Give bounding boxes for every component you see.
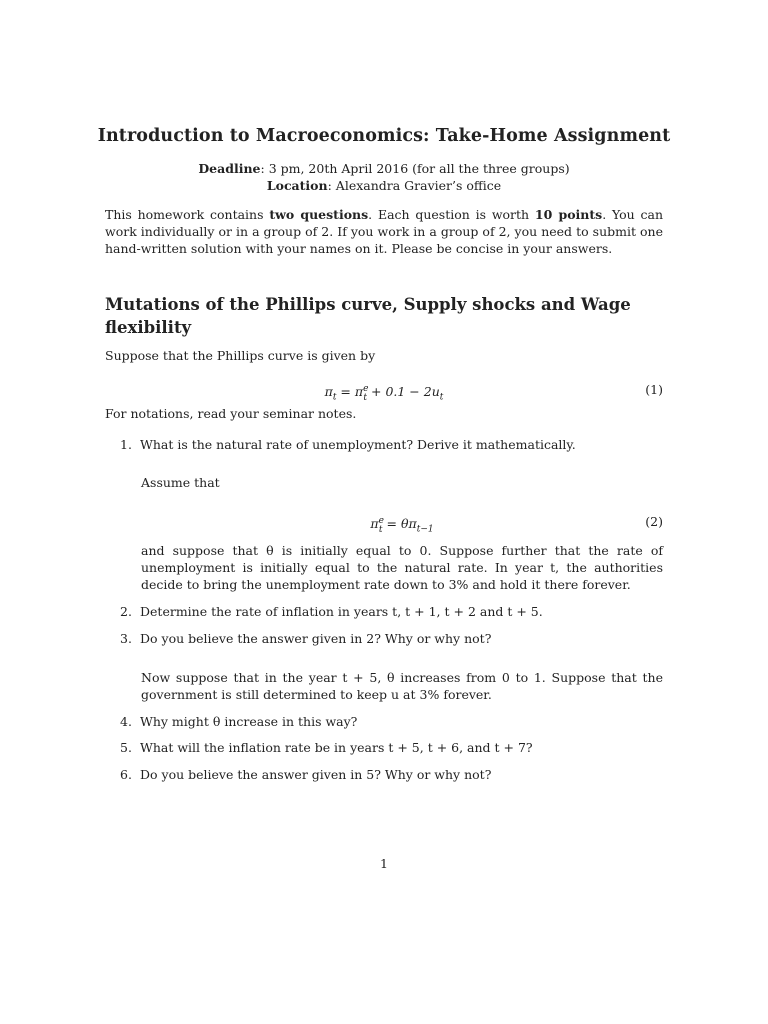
question-text: Determine the rate of inflation in years t, t + 1, t + 2 and t + 5.: [140, 604, 543, 619]
intro-paragraph: [105, 206, 663, 257]
notation-note: For notations, read your seminar notes.: [105, 406, 357, 421]
assume-text: Assume that: [141, 475, 220, 490]
location-value: : Alexandra Gravier’s office: [327, 178, 502, 193]
question-number: 4.: [120, 714, 132, 729]
question-number: 6.: [120, 767, 132, 782]
intro-bold-1: two questions: [269, 207, 369, 222]
question-text: What will the inflation rate be in years t + 5, t + 6, and t + 7?: [140, 740, 533, 755]
question-1: [120, 436, 663, 453]
deadline-label: Deadline: [198, 161, 261, 176]
question-number: 2.: [120, 604, 132, 619]
question-4: [120, 713, 663, 730]
intro-text-2: . Each question is worth: [368, 207, 535, 222]
question-5: [120, 739, 663, 756]
equation-1-formula: $\pi_t = \pi^e_t + 0.1 - 2u_t$: [324, 384, 444, 403]
equation-2-formula: $\pi^e_t = \theta\pi_{t-1}$: [370, 516, 434, 535]
question-6: [120, 766, 663, 783]
question-text: Why might θ increase in this way?: [140, 714, 358, 729]
theta-increase-paragraph: Now suppose that in the year t + 5, θ increases from 0 to 1. Suppose that the government is still determined to keep u at 3% forever.: [141, 670, 663, 702]
question-text: What is the natural rate of unemployment? Derive it mathematically.: [140, 437, 576, 452]
equation-2-number: (2): [645, 514, 663, 529]
deadline-value: : 3 pm, 20th April 2016 (for all the three groups): [260, 161, 570, 176]
intro-bold-2: 10 points: [534, 207, 603, 222]
location-label: Location: [266, 178, 328, 193]
equation-1-number: (1): [645, 382, 663, 397]
page-number: 1: [380, 856, 388, 871]
question-2: [120, 603, 663, 620]
question-number: 3.: [120, 631, 132, 646]
deadline-line: [0, 160, 768, 177]
intro-text-3: . You can work individually or in a group of 2. If you work in a group of 2, you need to submit one hand-written solution with your names on it. Please be concise in your answers.: [105, 207, 663, 256]
theta-paragraph: and suppose that θ is initially equal to 0. Suppose further that the rate of unemployment is initially equal to the natural rate. In year t, the authorities decide to bring the unemployment rate down to 3% and hold it there forever.: [141, 543, 663, 592]
phillips-intro: Suppose that the Phillips curve is given by: [105, 348, 376, 363]
document-title: Introduction to Macroeconomics: Take-Home Assignment: [97, 126, 671, 146]
location-line: [0, 177, 768, 194]
question-text: Do you believe the answer given in 2? Why or why not?: [140, 631, 492, 646]
question-number: 5.: [120, 740, 132, 755]
deadline-block: [0, 160, 768, 194]
section-heading: Mutations of the Phillips curve, Supply shocks and Wage flexibility: [105, 295, 631, 337]
question-number: 1.: [120, 437, 132, 452]
question-text: Do you believe the answer given in 5? Why or why not?: [140, 767, 492, 782]
intro-text-1: This homework contains: [105, 207, 270, 222]
question-3: [120, 630, 663, 647]
